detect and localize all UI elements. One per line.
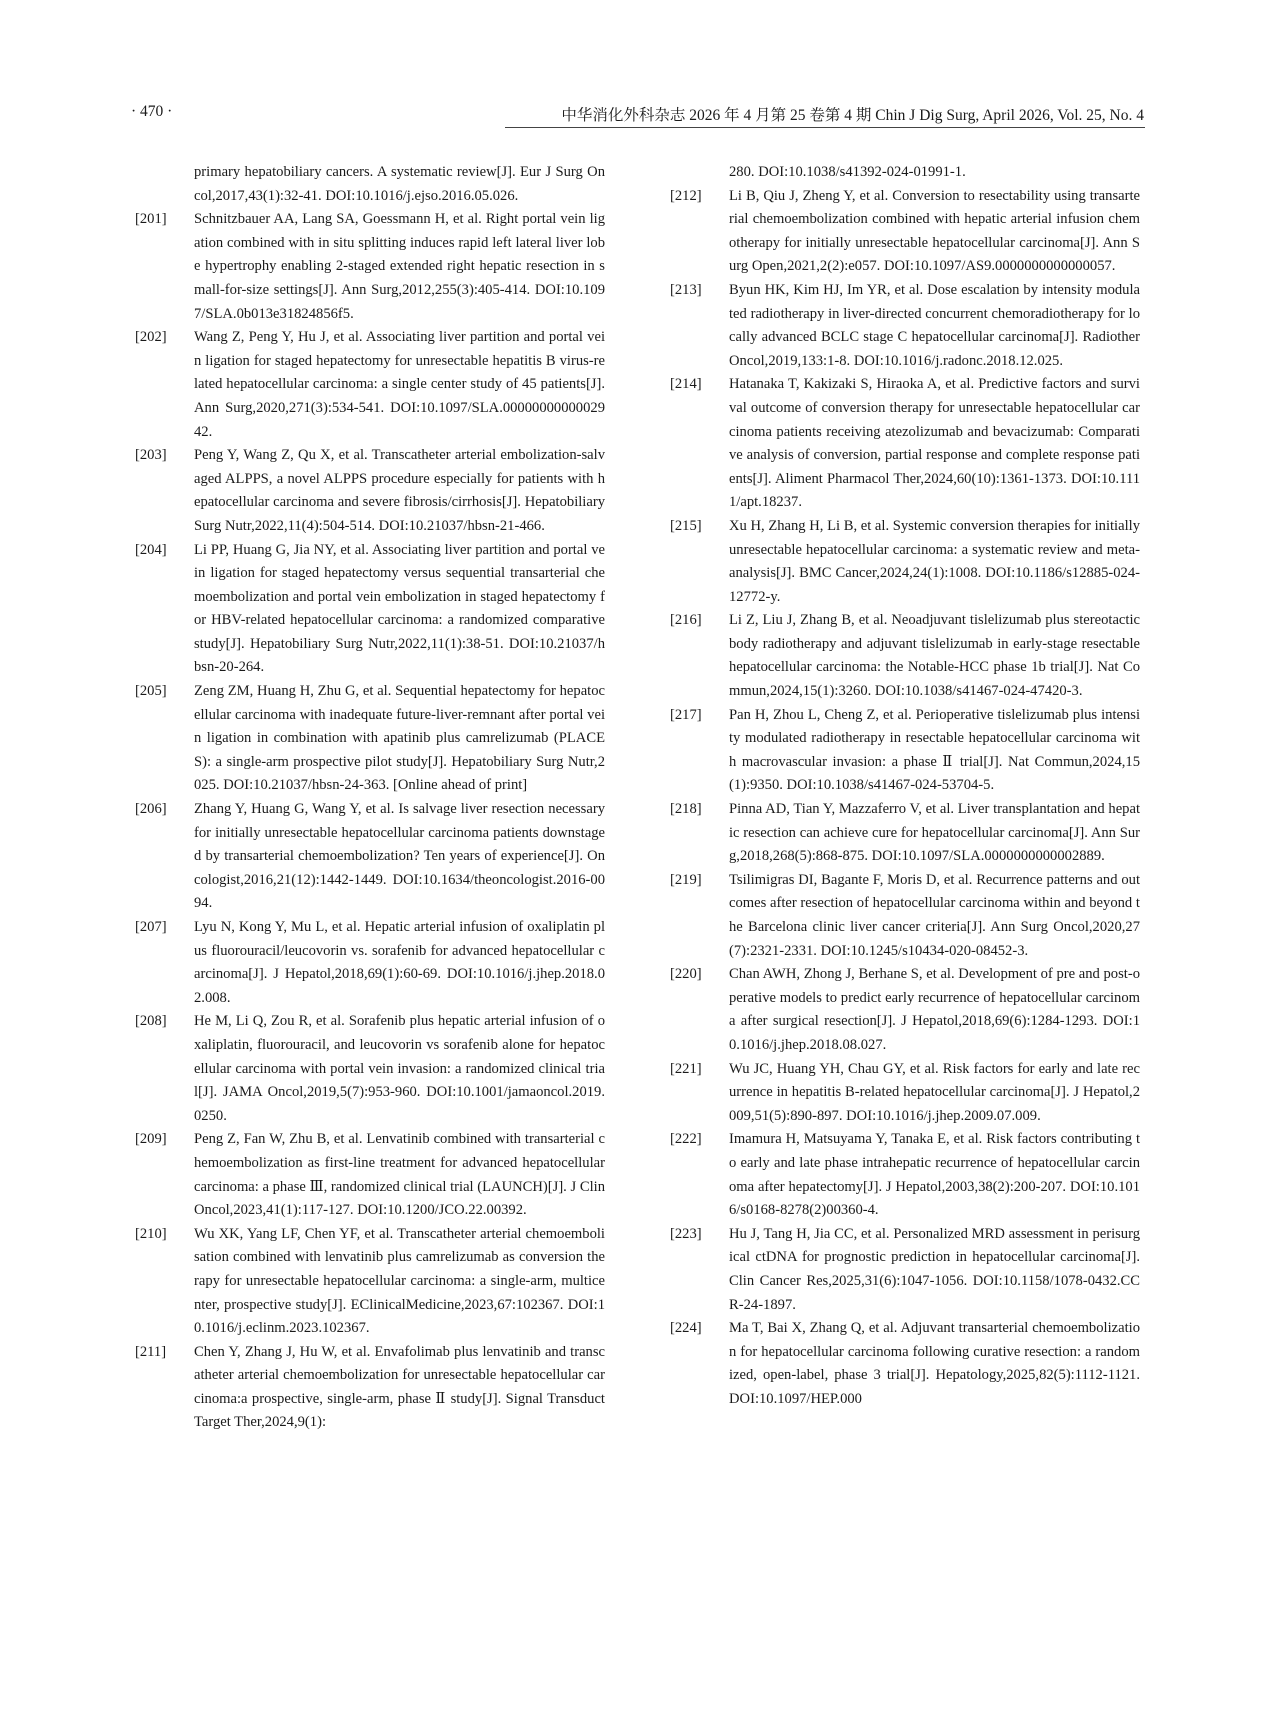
reference-item [135,326,605,444]
reference-item [670,515,1140,609]
reference-number: [223] [670,1225,702,1242]
reference-text: Hu J, Tang H, Jia CC, et al. Personalized MRD assessment in perisurgical ctDNA for prognostic prediction in hepatocellular carcinoma[J]. Clin Cancer Res,2025,31(6):1047-1056. DOI:10.1158/1078-0432.CCR-24-1897. [729,1225,1140,1313]
reference-number: [218] [670,801,702,818]
reference-number: [212] [670,187,702,204]
reference-item [670,1058,1140,1129]
reference-number: [208] [135,1013,167,1030]
reference-text: Schnitzbauer AA, Lang SA, Goessmann H, et al. Right portal vein ligation combined with in situ splitting induces rapid left lateral liver lobe hypertrophy enabling 2-staged extended right hepatic resection in small-for-size settings[J]. Ann Surg,2012,255(3):405-414. DOI:10.1097/SLA.0b013e31824856f5. [194,211,605,322]
reference-text: Lyu N, Kong Y, Mu L, et al. Hepatic arterial infusion of oxaliplatin plus fluorouracil/leucovorin vs. sorafenib for advanced hepatocellular carcinoma[J]. J Hepatol,2018,69(1):60-69. DOI:10.1016/j.jhep.2018.02.008. [194,919,605,1006]
header-rule [505,127,1145,128]
reference-text: Chen Y, Zhang J, Hu W, et al. Envafolimab plus lenvatinib and transcatheter arterial chemoembolization for unresectable hepatocellular carcinoma:a prospective, single-arm, phase Ⅱ study[J]. Signal Transduct Target Ther,2024,9(1): [194,1343,605,1431]
reference-item [670,161,1140,185]
reference-item [135,1341,605,1435]
reference-item [135,1128,605,1222]
reference-text: He M, Li Q, Zou R, et al. Sorafenib plus hepatic arterial infusion of oxaliplatin, fluorouracil, and leucovorin vs sorafenib alone for hepatocellular carcinoma with portal vein invasion: a randomized clinical trial[J]. JAMA Oncol,2019,5(7):953-960. DOI:10.1001/jamaoncol.2019.0250. [194,1013,605,1124]
reference-item [135,1010,605,1128]
left-reference-column [135,161,605,1435]
reference-number: [209] [135,1131,167,1148]
reference-item [670,869,1140,963]
reference-item [670,609,1140,703]
reference-item [670,279,1140,373]
reference-text: Zeng ZM, Huang H, Zhu G, et al. Sequential hepatectomy for hepatocellular carcinoma with inadequate future-liver-remnant after portal vein ligation in combination with apatinib plus camrelizumab (PLACES): a single-arm prospective pilot study[J]. Hepatobiliary Surg Nutr,2025. DOI:10.21037/hbsn-24-363. [Online ahead of print] [194,683,605,794]
reference-item [670,185,1140,279]
reference-text: 280. DOI:10.1038/s41392-024-01991-1. [729,164,966,180]
reference-number: [216] [670,612,702,629]
reference-text: Wang Z, Peng Y, Hu J, et al. Associating liver partition and portal vein ligation for staged hepatectomy for unresectable hepatitis B virus-related hepatocellular carcinoma: a single center study of 45 patients[J]. Ann Surg,2020,271(3):534-541. DOI:10.1097/SLA.0000000000002942. [194,329,605,440]
reference-text: primary hepatobiliary cancers. A systematic review[J]. Eur J Surg Oncol,2017,43(1):32-41. DOI:10.1016/j.ejso.2016.05.026. [194,164,605,204]
reference-item [670,963,1140,1057]
reference-text: Peng Y, Wang Z, Qu X, et al. Transcatheter arterial embolization-salvaged ALPPS, a novel ALPPS procedure especially for patients with hepatocellular carcinoma and severe fibrosis/cirrhosis[J]. Hepatobiliary Surg Nutr,2022,11(4):504-514. DOI:10.21037/hbsn-21-466. [194,447,605,534]
reference-number: [206] [135,801,167,818]
reference-text: Imamura H, Matsuyama Y, Tanaka E, et al. Risk factors contributing to early and late phase intrahepatic recurrence of hepatocellular carcinoma after hepatectomy[J]. J Hepatol,2003,38(2):200-207. DOI:10.1016/s0168-8278(2)00360-4. [729,1131,1140,1219]
reference-item [135,444,605,538]
reference-number: [201] [135,211,167,228]
reference-number: [220] [670,966,702,983]
reference-number: [213] [670,281,702,298]
reference-number: [207] [135,919,167,935]
reference-item [135,1223,605,1341]
reference-item [670,798,1140,869]
reference-text: Peng Z, Fan W, Zhu B, et al. Lenvatinib combined with transarterial chemoembolization as first-line treatment for advanced hepatocellular carcinoma: a phase Ⅲ, randomized clinical trial (LAUNCH)[J]. J Clin Oncol,2023,41(1):117-127. DOI:10.1200/JCO.22.00392. [194,1131,605,1219]
reference-text: Wu XK, Yang LF, Chen YF, et al. Transcatheter arterial chemoembolisation combined with lenvatinib plus camrelizumab as conversion therapy for unresectable hepatocellular carcinoma: a single-arm, multicenter, prospective study[J]. EClinicalMedicine,2023,67:102367. DOI:10.1016/j.eclinm.2023.102367. [194,1225,605,1337]
reference-item [670,1317,1140,1411]
reference-item [670,1128,1140,1222]
page-header [0,103,1276,127]
reference-text: Hatanaka T, Kakizaki S, Hiraoka A, et al. Predictive factors and survival outcome of conversion therapy for unresectable hepatocellular carcinoma patients receiving atezolizumab and bevacizumab: Comparative analysis of conversion, partial response and complete response patients[J]. Aliment Pharmacol Ther,2024,60(10):1361-1373. DOI:10.1111/apt.18237. [729,376,1140,511]
reference-number: [215] [670,517,702,534]
reference-item [670,704,1140,798]
reference-number: [204] [135,541,167,558]
reference-number: [219] [670,871,702,888]
reference-text: Byun HK, Kim HJ, Im YR, et al. Dose escalation by intensity modulated radiotherapy in liver-directed concurrent chemoradiotherapy for locally advanced BCLC stage C hepatocellular carcinoma[J]. Radiother Oncol,2019,133:1-8. DOI:10.1016/j.radonc.2018.12.025. [729,281,1140,369]
reference-item [135,798,605,916]
reference-text: Wu JC, Huang YH, Chau GY, et al. Risk factors for early and late recurrence in hepatitis B-related hepatocellular carcinoma[J]. J Hepatol,2009,51(5):890-897. DOI:10.1016/j.jhep.2009.07.009. [729,1060,1140,1124]
reference-text: Pan H, Zhou L, Cheng Z, et al. Perioperative tislelizumab plus intensity modulated radiotherapy in resectable hepatocellular carcinoma with macrovascular invasion: a phase Ⅱ trial[J]. Nat Commun,2024,15(1):9350. DOI:10.1038/s41467-024-53704-5. [729,706,1140,794]
reference-text: Li Z, Liu J, Zhang B, et al. Neoadjuvant tislelizumab plus stereotactic body radiotherapy and adjuvant tislelizumab in early-stage resectable hepatocellular carcinoma: the Notable-HCC phase 1b trial[J]. Nat Commun,2024,15(1):3260. DOI:10.1038/s41467-024-47420-3. [729,612,1140,700]
reference-number: [202] [135,329,167,346]
page-number: · 470 · [131,103,173,120]
reference-text: Chan AWH, Zhong J, Berhane S, et al. Development of pre and post-operative models to predict early recurrence of hepatocellular carcinoma after surgical resection[J]. J Hepatol,2018,69(6):1284-1293. DOI:10.1016/j.jhep.2018.08.027. [729,966,1140,1053]
reference-number: [203] [135,447,167,464]
reference-item [670,373,1140,515]
reference-item [135,680,605,798]
reference-item [135,539,605,681]
reference-text: Li B, Qiu J, Zheng Y, et al. Conversion to resectability using transarterial chemoembolization combined with hepatic arterial infusion chemotherapy for initially unresectable hepatocellular carcinoma[J]. Ann Surg Open,2021,2(2):e057. DOI:10.1097/AS9.0000000000000057. [729,187,1140,275]
reference-item [135,161,605,208]
reference-text: Ma T, Bai X, Zhang Q, et al. Adjuvant transarterial chemoembolization for hepatocellular carcinoma following curative resection: a randomized, open-label, phase 3 trial[J]. Hepatology,2025,82(5):1112-1121. DOI:10.1097/HEP.000 [729,1320,1140,1407]
reference-text: Xu H, Zhang H, Li B, et al. Systemic conversion therapies for initially unresectable hepatocellular carcinoma: a systematic review and meta-analysis[J]. BMC Cancer,2024,24(1):1008. DOI:10.1186/s12885-024-12772-y. [729,517,1140,605]
reference-number: [210] [135,1225,167,1242]
reference-item [135,916,605,1010]
reference-item [670,1223,1140,1317]
reference-text: Li PP, Huang G, Jia NY, et al. Associating liver partition and portal vein ligation for staged hepatectomy versus sequential transarterial chemoembolization and portal vein embolization in staged hepatectomy for HBV-related hepatocellular carcinoma: a randomized comparative study[J]. Hepatobiliary Surg Nutr,2022,11(1):38-51. DOI:10.21037/hbsn-20-264. [194,541,605,676]
reference-number: [222] [670,1131,702,1148]
reference-number: [217] [670,706,702,723]
right-reference-column [670,161,1140,1411]
journal-citation: 中华消化外科杂志 2026 年 4 月第 25 卷第 4 期 Chin J Dig Surg, April 2026, Vol. 25, No. 4 [561,107,1144,124]
reference-text: Tsilimigras DI, Bagante F, Moris D, et al. Recurrence patterns and outcomes after resection of hepatocellular carcinoma within and beyond the Barcelona clinic liver cancer criteria[J]. Ann Surg Oncol,2020,27(7):2321-2331. DOI:10.1245/s10434-020-08452-3. [729,871,1140,959]
reference-number: [224] [670,1320,702,1337]
reference-number: [221] [670,1060,702,1077]
reference-text: Zhang Y, Huang G, Wang Y, et al. Is salvage liver resection necessary for initially unresectable hepatocellular carcinoma patients downstaged by transarterial chemoembolization? Ten years of experience[J]. Oncologist,2016,21(12):1442-1449. DOI:10.1634/theoncologist.2016-0094. [194,801,605,912]
reference-number: [214] [670,376,702,393]
reference-number: [211] [135,1343,167,1360]
reference-item [135,208,605,326]
reference-number: [205] [135,683,167,700]
reference-text: Pinna AD, Tian Y, Mazzaferro V, et al. Liver transplantation and hepatic resection can achieve cure for hepatocellular carcinoma[J]. Ann Surg,2018,268(5):868-875. DOI:10.1097/SLA.0000000000002889. [729,801,1140,865]
